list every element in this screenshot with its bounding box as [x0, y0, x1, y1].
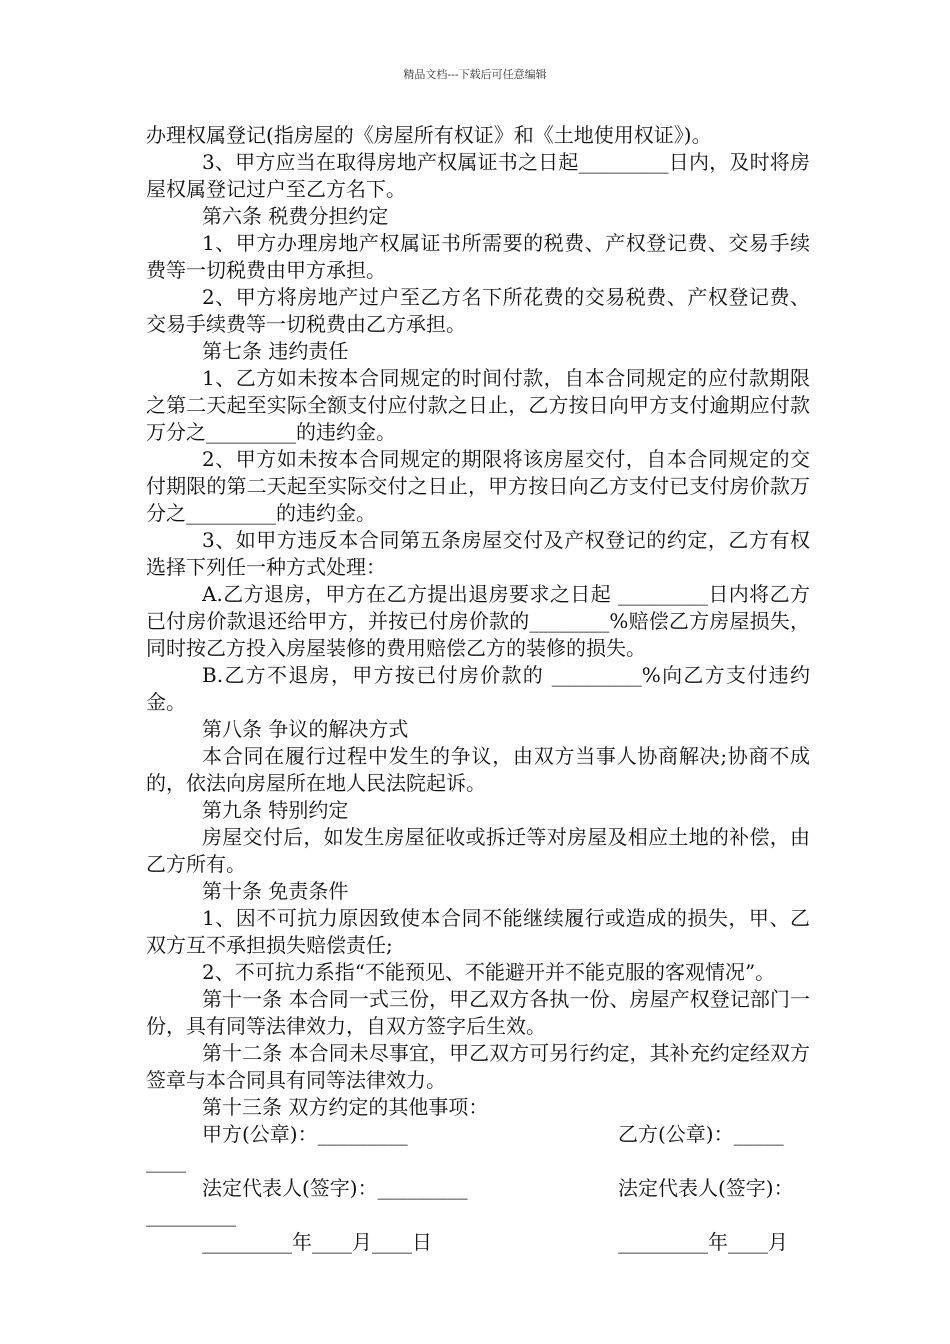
article-heading: 第十条 免责条件	[202, 879, 349, 903]
contract-paragraph: 3、如甲方违反本合同第五条房屋交付及产权登记的约定，乙方有权选择下列任一种方式处理：	[146, 528, 810, 579]
page-header: 精品文档---下载后可任意编辑	[403, 68, 547, 81]
contract-paragraph: 2、甲方如未按本合同规定的期限将该房屋交付，自本合同规定的交付期限的第二天起至实际交付之日止，甲方按日向乙方支付已支付房价款万分之_________的违约金。	[146, 447, 810, 525]
contract-body	[146, 122, 810, 1256]
article-heading: 第七条 违约责任	[202, 339, 349, 363]
contract-paragraph: 2、甲方将房地产过户至乙方名下所花费的交易税费、产权登记费、交易手续费等一切税费由乙方承担。	[146, 285, 810, 336]
contract-paragraphs	[146, 122, 810, 1121]
contract-paragraph: 第十一条 本合同一式三份，甲乙双方各执一份、房屋产权登记部门一份，具有同等法律效力，自双方签字后生效。	[146, 987, 810, 1038]
contract-paragraph: 房屋交付后，如发生房屋征收或拆迁等对房屋及相应土地的补偿，由乙方所有。	[146, 825, 810, 876]
party-b-seal-line-continued: ____	[146, 1149, 186, 1173]
date-b-line: _________年____月	[618, 1230, 788, 1254]
contract-paragraph: 第十二条 本合同未尽事宜，甲乙双方可另行约定，其补充约定经双方签章与本合同具有同等法律效力。	[146, 1041, 810, 1092]
article-heading: 第六条 税费分担约定	[202, 204, 389, 228]
rep-b-signature-line-continued: _________	[146, 1203, 236, 1227]
article-heading: 第八条 争议的解决方式	[202, 717, 409, 741]
date-a-line: _________年____月____日	[202, 1230, 432, 1254]
contract-paragraph: 1、甲方办理房地产权属证书所需要的税费、产权登记费、交易手续费等一切税费由甲方承担。	[146, 231, 810, 282]
signature-party-row	[146, 1121, 810, 1148]
rep-a-signature-line: 法定代表人(签字)：_________	[202, 1176, 468, 1200]
signature-representative-row	[146, 1175, 810, 1202]
article-heading: 第九条 特别约定	[202, 798, 349, 822]
contract-paragraph: 1、乙方如未按本合同规定的时间付款，自本合同规定的应付款期限之第二天起至实际全额支付应付款之日止，乙方按日向甲方支付逾期应付款万分之_________的违约金。	[146, 366, 810, 444]
contract-paragraph: A.乙方退房，甲方在乙方提出退房要求之日起 _________日内将乙方已付房价款退还给甲方，并按已付房价款的________%赔偿乙方房屋损失，同时按乙方投入房屋装修的费用赔偿乙方的装修的损失。	[146, 582, 810, 660]
contract-paragraph: 本合同在履行过程中发生的争议，由双方当事人协商解决;协商不成的，依法向房屋所在地人民法院起诉。	[146, 744, 810, 795]
party-a-seal-line: 甲方(公章)：_________	[202, 1122, 408, 1146]
party-b-seal-line: 乙方(公章)：_____	[618, 1122, 784, 1146]
contract-paragraph: 办理权属登记(指房屋的《房屋所有权证》和《土地使用权证》)。	[146, 123, 712, 147]
contract-paragraph: 1、因不可抗力原因致使本合同不能继续履行或造成的损失，甲、乙双方互不承担损失赔偿责任;	[146, 906, 810, 957]
contract-paragraph: 2、不可抗力系指“不能预见、不能避开并不能克服的客观情况”。	[202, 960, 776, 984]
article-heading: 第十三条 双方约定的其他事项：	[202, 1095, 489, 1119]
signature-date-row	[146, 1229, 810, 1256]
contract-paragraph: 3、甲方应当在取得房地产权属证书之日起_________日内，及时将房屋权属登记过户至乙方名下。	[146, 150, 810, 201]
rep-b-signature-line: 法定代表人(签字)：	[618, 1176, 794, 1200]
contract-paragraph: B.乙方不退房，甲方按已付房价款的 _________%向乙方支付违约金。	[146, 663, 810, 714]
